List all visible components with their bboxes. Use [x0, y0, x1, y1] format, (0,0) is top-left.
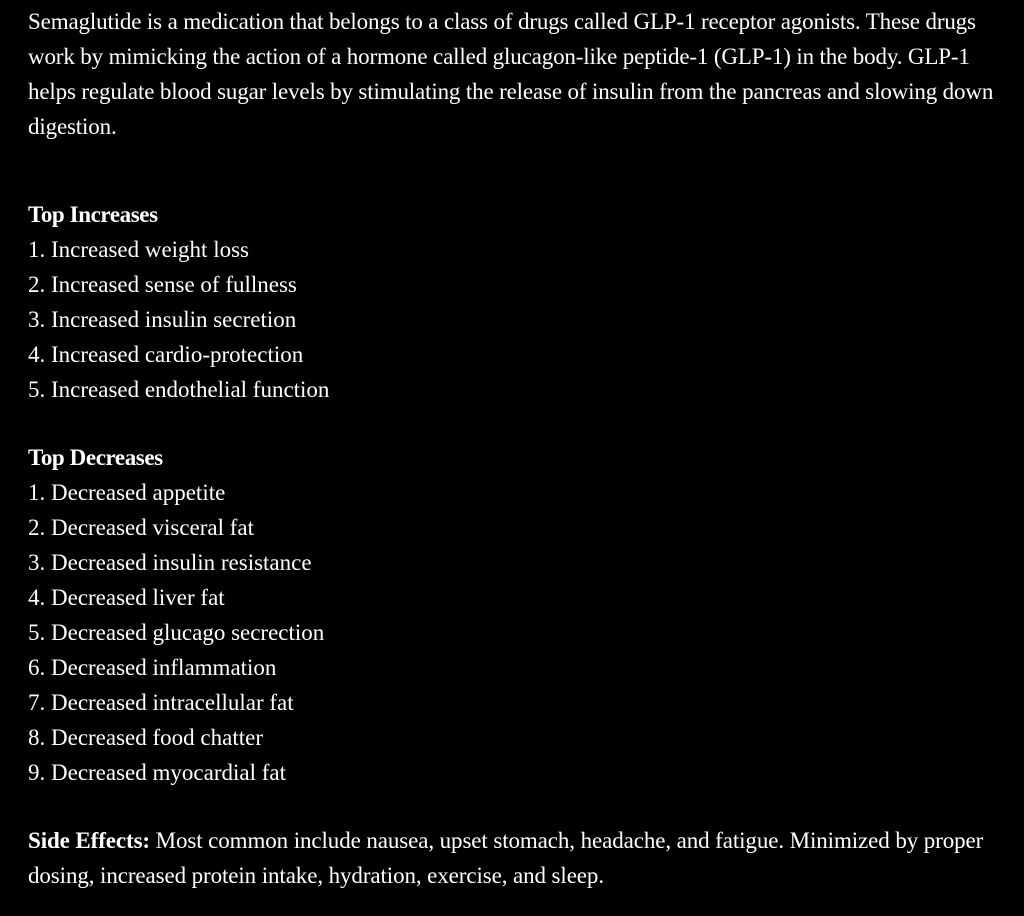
- list-item: 3. Decreased insulin resistance: [28, 550, 312, 575]
- increases-list: [28, 232, 996, 407]
- list-item: 7. Decreased intracellular fat: [28, 690, 294, 715]
- spacer: [28, 790, 996, 823]
- list-item: 1. Increased weight loss: [28, 237, 249, 262]
- side-effects-label: Side Effects:: [28, 828, 150, 853]
- list-item: 2. Decreased visceral fat: [28, 515, 255, 540]
- list-item: 4. Increased cardio-protection: [28, 342, 304, 367]
- list-item: 3. Increased insulin secretion: [28, 307, 297, 332]
- decreases-title: Top Decreases: [28, 445, 163, 470]
- spacer: [28, 407, 996, 440]
- list-item: 9. Decreased myocardial fat: [28, 760, 286, 785]
- decreases-list: [28, 475, 996, 790]
- decreases-section: [28, 440, 996, 790]
- spacer: [28, 144, 996, 197]
- increases-section: [28, 197, 996, 407]
- list-item: 5. Decreased glucago secrection: [28, 620, 325, 645]
- list-item: 2. Increased sense of fullness: [28, 272, 297, 297]
- side-effects-paragraph: [28, 823, 996, 893]
- list-item: 4. Decreased liver fat: [28, 585, 225, 610]
- intro-paragraph: Semaglutide is a medication that belongs to a class of drugs called GLP-1 receptor agonists. These drugs work by mimicking the action of a hormone called glucagon-like peptide-1 (GLP-1) in the body. GLP-1 helps regulate blood sugar levels by stimulating the release of insulin from the pancreas and slowing down digestion.: [28, 9, 994, 139]
- list-item: 6. Decreased inflammation: [28, 655, 277, 680]
- list-item: 8. Decreased food chatter: [28, 725, 263, 750]
- list-item: 1. Decreased appetite: [28, 480, 226, 505]
- list-item: 5. Increased endothelial function: [28, 377, 330, 402]
- side-effects-text: Most common include nausea, upset stomach, headache, and fatigue. Minimized by proper dosing, increased protein intake, hydration, exercise, and sleep.: [28, 828, 984, 888]
- increases-title: Top Increases: [28, 202, 158, 227]
